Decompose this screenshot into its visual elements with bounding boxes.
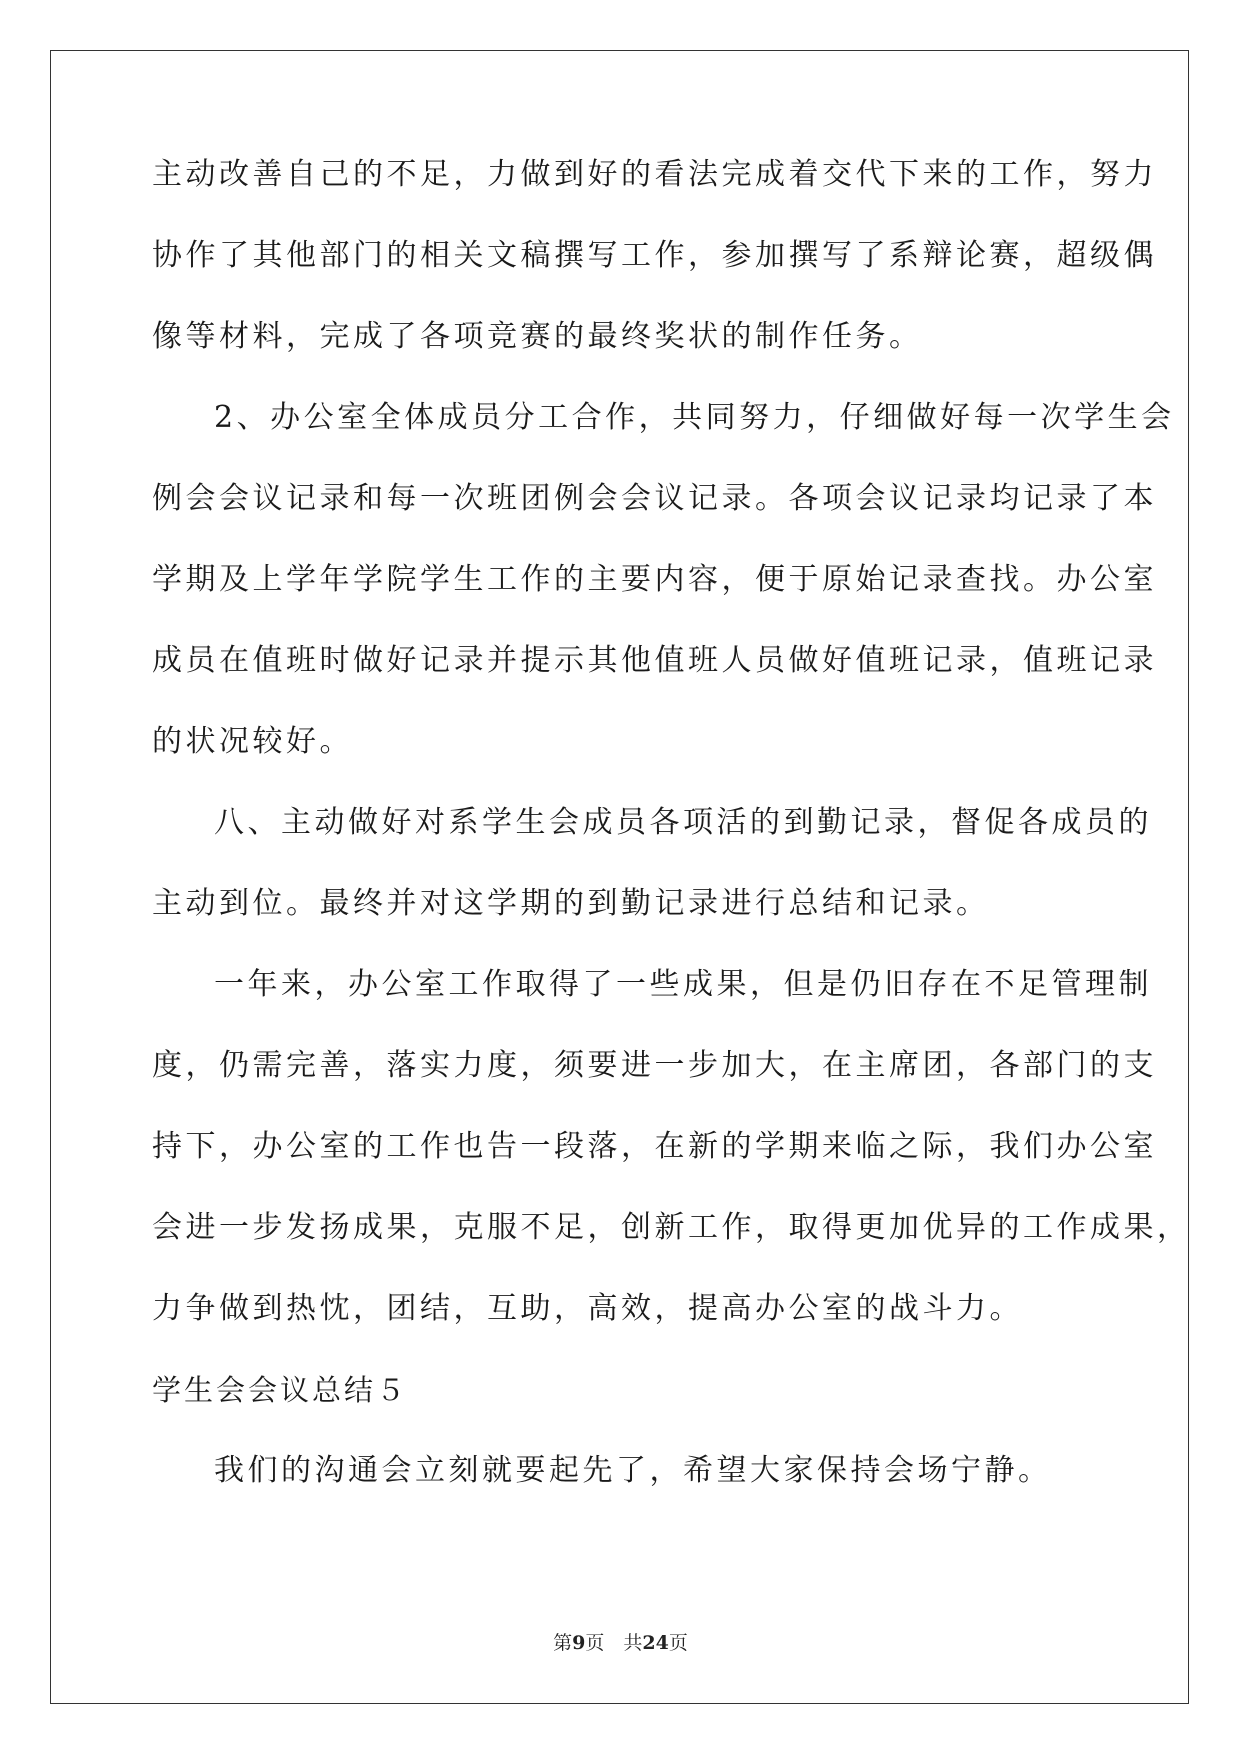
text-line: 持下，办公室的工作也告一段落，在新的学期来临之际，我们办公室 [152,1129,1157,1164]
total-page-count: 24 [642,1632,669,1654]
page-footer [0,1628,1241,1655]
text-line: 八、主动做好对系学生会成员各项活的到勤记录，督促各成员的 [214,805,1152,840]
text-line: 像等材料，完成了各项竞赛的最终奖状的制作任务。 [152,319,923,354]
document-body [152,157,1191,1537]
text-line: 力争做到热忱，团结，互助，高效，提高办公室的战斗力。 [152,1291,1023,1326]
text-line: 学期及上学年学院学生工作的主要内容，便于原始记录查找。办公室 [152,562,1157,597]
text-line: 我们的沟通会立刻就要起先了，希望大家保持会场宁静。 [214,1453,1052,1488]
text-line: 度，仍需完善，落实力度，须要进一步加大，在主席团，各部门的支 [152,1048,1157,1083]
text-line: 一年来，办公室工作取得了一些成果，但是仍旧存在不足管理制 [214,967,1152,1002]
text-line: 2、办公室全体成员分工合作，共同努力，仔细做好每一次学生会 [214,400,1175,435]
footer-prefix: 第 [553,1632,573,1654]
text-line: 的状况较好。 [152,724,353,759]
text-line: 成员在值班时做好记录并提示其他值班人员做好值班记录，值班记录 [152,643,1157,678]
text-line: 会进一步发扬成果，克服不足，创新工作，取得更加优异的工作成果， [152,1210,1191,1245]
current-page-number: 9 [572,1632,586,1654]
footer-suffix: 页 [668,1632,688,1654]
text-line: 主动改善自己的不足，力做到好的看法完成着交代下来的工作，努力 [152,157,1157,192]
text-line: 协作了其他部门的相关文稿撰写工作，参加撰写了系辩论赛，超级偶 [152,238,1157,273]
section-heading: 学生会会议总结５ [152,1373,409,1407]
footer-mid: 页 共 [585,1632,643,1654]
text-line: 例会会议记录和每一次班团例会会议记录。各项会议记录均记录了本 [152,481,1157,516]
text-line: 主动到位。最终并对这学期的到勤记录进行总结和记录。 [152,886,990,921]
